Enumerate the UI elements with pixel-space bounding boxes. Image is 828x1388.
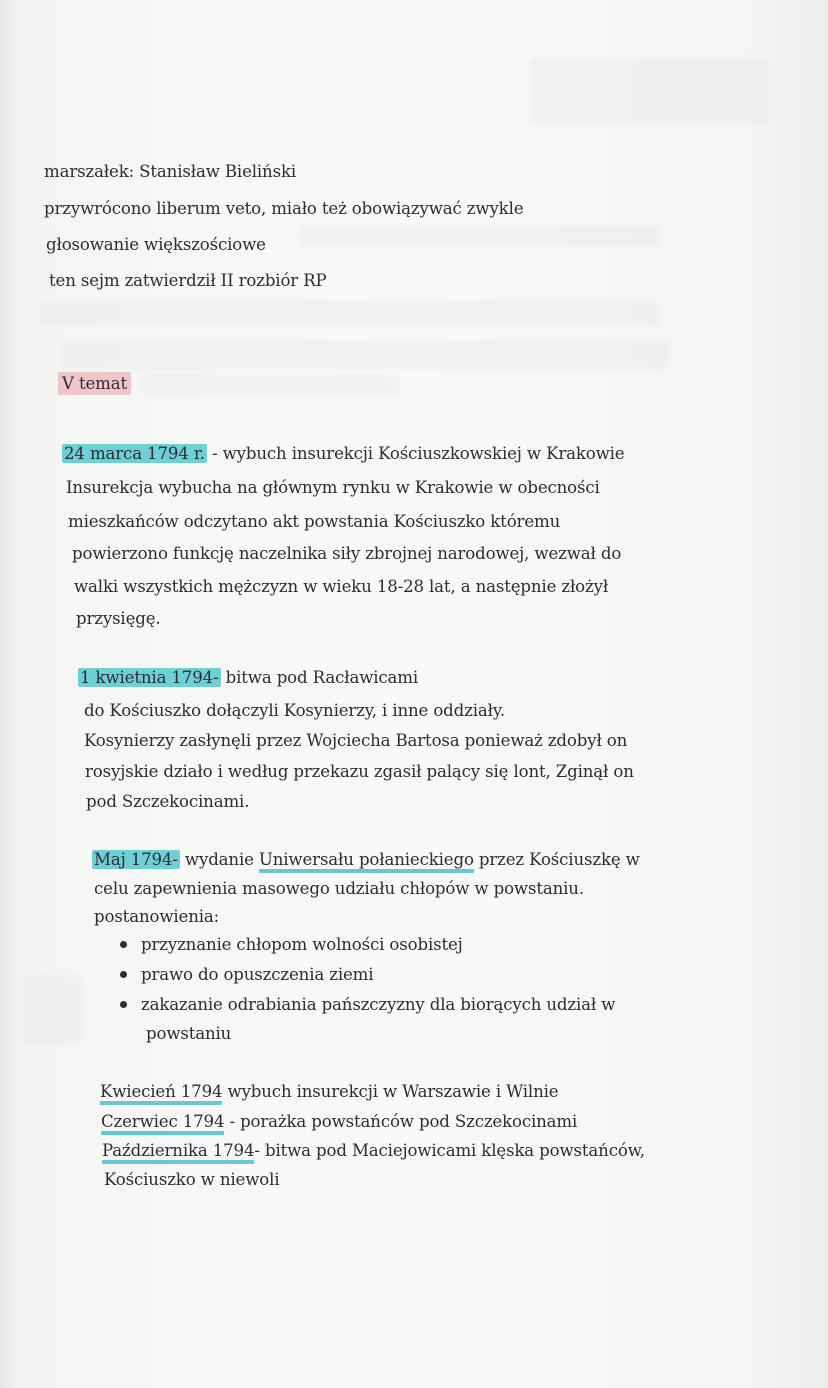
page-edge <box>0 0 14 1388</box>
bleed-through-shadow <box>530 58 770 124</box>
bleed-through-shadow <box>40 300 660 326</box>
bullet-item <box>120 965 373 985</box>
intro-line: ten sejm zatwierdził II rozbiór RP <box>49 271 327 290</box>
event-text: wybuch insurekcji w Warszawie i Wilnie <box>222 1082 559 1101</box>
uniwersal-heading <box>92 850 640 870</box>
uprising-body-line: Insurekcja wybucha na głównym rynku w Krakowie w obecności <box>66 478 600 497</box>
uniwersal-document-name: Uniwersału połanieckiego <box>259 850 474 873</box>
raclawice-body-line: rosyjskie działo i według przekazu zgasił palący się lont, Zginął on <box>85 762 634 781</box>
bullet-icon <box>120 941 127 948</box>
uprising-body-line: mieszkańców odczytano akt powstania Kościuszko któremu <box>68 512 561 531</box>
bullet-item <box>120 935 463 955</box>
uprising-body-line: powierzono funkcję naczelnika siły zbrojnej narodowej, wezwał do <box>72 544 622 563</box>
raclawice-body-line: pod Szczekocinami. <box>86 792 250 811</box>
bullet-text: prawo do opuszczenia ziemi <box>141 965 374 984</box>
event-line <box>102 1141 645 1161</box>
bleed-through-shadow <box>22 975 82 1045</box>
event-date: Kwiecień 1794 <box>100 1082 222 1105</box>
topic-label <box>58 374 131 394</box>
uniwersal-body-line: postanowienia: <box>94 907 220 926</box>
uprising-heading <box>62 444 624 464</box>
uprising-date: 24 marca 1794 r. <box>64 444 205 463</box>
event-date: Czerwiec 1794 <box>101 1112 224 1135</box>
topic-label-text: V temat <box>58 372 131 395</box>
bleed-through-shadow <box>300 225 660 247</box>
raclawice-headline: bitwa pod Racławicami <box>220 668 419 687</box>
uprising-body-line: walki wszystkich mężczyzn w wieku 18-28 lat, a następnie złożył <box>74 577 609 596</box>
event-line <box>101 1112 577 1132</box>
intro-line: marszałek: Stanisław Bieliński <box>44 162 297 181</box>
event-date: Października 1794 <box>102 1141 254 1164</box>
uniwersal-pre: wydanie <box>179 850 259 869</box>
bullet-continuation: powstaniu <box>146 1024 232 1043</box>
intro-line: przywrócono liberum veto, miało też obowiązywać zwykle <box>44 199 524 218</box>
event-text: - bitwa pod Maciejowicami klęska powstańców, <box>254 1141 645 1160</box>
bleed-through-shadow <box>60 340 670 370</box>
event-line <box>100 1082 558 1102</box>
bullet-icon <box>120 1001 127 1008</box>
bullet-icon <box>120 971 127 978</box>
bullet-text: przyznanie chłopom wolności osobistej <box>141 935 463 954</box>
bleed-through-shadow <box>140 375 400 395</box>
bullet-item <box>120 995 615 1015</box>
event-continuation: Kościuszko w niewoli <box>104 1170 280 1189</box>
intro-line: głosowanie większościowe <box>46 235 266 254</box>
raclawice-heading <box>78 668 418 688</box>
raclawice-body-line: do Kościuszko dołączyli Kosynierzy, i inne oddziały. <box>84 701 505 720</box>
raclawice-body-line: Kosynierzy zasłynęli przez Wojciecha Bartosa ponieważ zdobył on <box>84 731 628 750</box>
event-text: - porażka powstańców pod Szczekocinami <box>224 1112 578 1131</box>
raclawice-date: 1 kwietnia 1794- <box>80 668 219 687</box>
uprising-body-line: przysięgę. <box>76 609 161 628</box>
uniwersal-date: Maj 1794- <box>94 850 178 869</box>
uprising-headline: - wybuch insurekcji Kościuszkowskiej w Krakowie <box>206 444 625 463</box>
uniwersal-body-line: celu zapewnienia masowego udziału chłopów w powstaniu. <box>94 879 584 898</box>
bullet-text: zakazanie odrabiania pańszczyzny dla biorących udział w <box>141 995 616 1014</box>
uniwersal-post: przez Kościuszkę w <box>473 850 640 869</box>
